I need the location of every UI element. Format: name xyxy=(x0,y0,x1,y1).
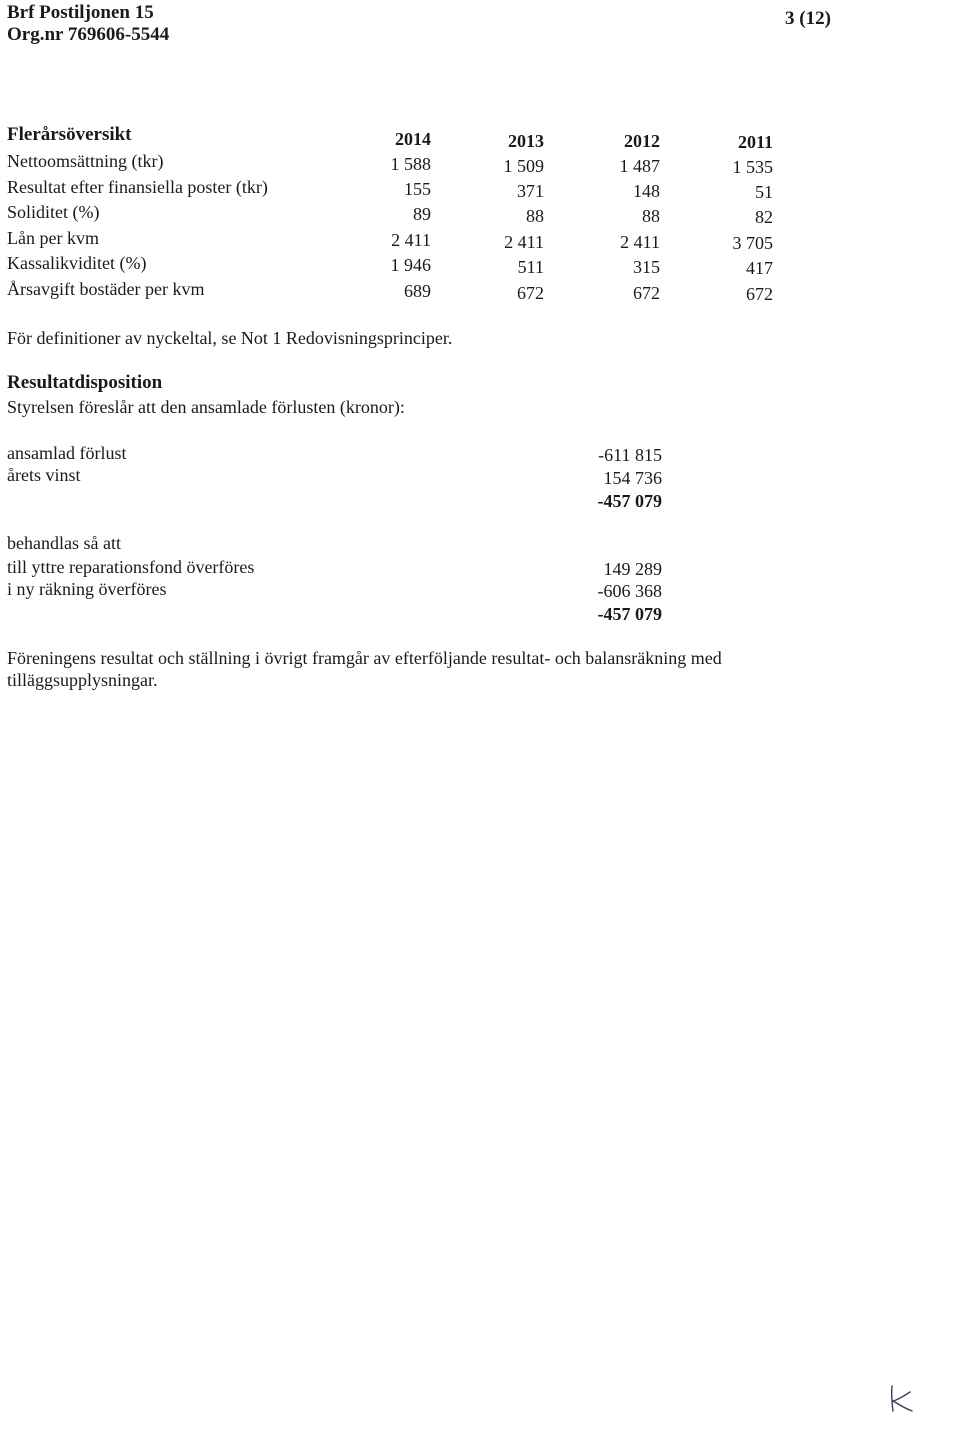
disposition-item-label: årets vinst xyxy=(7,465,81,485)
org-name: Brf Postiljonen 15 xyxy=(7,2,154,23)
table-cell: 155 xyxy=(404,179,431,199)
disposition-item-value: -611 815 xyxy=(598,445,662,465)
treatment-item-value: -606 368 xyxy=(597,581,662,601)
table-cell: 2 411 xyxy=(504,232,544,252)
table-cell: 672 xyxy=(517,283,544,303)
table-row-label: Nettoomsättning (tkr) xyxy=(7,151,164,171)
table-row-label: Soliditet (%) xyxy=(7,202,100,222)
treatment-item-label: i ny räkning överföres xyxy=(7,579,167,599)
table-cell: 51 xyxy=(755,182,773,202)
treatment-total: -457 079 xyxy=(597,604,662,624)
table-cell: 371 xyxy=(517,181,544,201)
treatment-item-label: till yttre reparationsfond överföres xyxy=(7,557,255,577)
table-cell: 88 xyxy=(642,206,660,226)
overview-footnote: För definitioner av nyckeltal, se Not 1 Redovisningsprinciper. xyxy=(7,328,453,348)
table-cell: 82 xyxy=(755,207,773,227)
table-cell: 1 487 xyxy=(619,156,660,176)
org-number: Org.nr 769606-5544 xyxy=(7,24,170,45)
table-cell: 1 509 xyxy=(503,156,544,176)
year-header: 2014 xyxy=(395,129,431,149)
table-cell: 1 535 xyxy=(732,157,773,177)
table-cell: 3 705 xyxy=(732,233,773,253)
table-cell: 89 xyxy=(413,204,431,224)
table-cell: 1 588 xyxy=(390,154,431,174)
closing-line-1: Föreningens resultat och ställning i övrigt framgår av efterföljande resultat- och balansräkning med xyxy=(7,648,722,668)
table-cell: 511 xyxy=(517,257,544,277)
page-number: 3 (12) xyxy=(785,8,831,29)
table-cell: 672 xyxy=(746,284,773,304)
table-cell: 148 xyxy=(633,181,660,201)
table-row-label: Årsavgift bostäder per kvm xyxy=(7,279,205,299)
disposition-item-value: 154 736 xyxy=(603,468,662,488)
closing-line-2: tilläggsupplysningar. xyxy=(7,670,158,690)
table-cell: 1 946 xyxy=(390,255,431,275)
table-cell: 2 411 xyxy=(620,232,660,252)
table-cell: 417 xyxy=(746,258,773,278)
disposition-intro: Styrelsen föreslår att den ansamlade förlusten (kronor): xyxy=(7,397,405,417)
table-cell: 672 xyxy=(633,283,660,303)
table-cell: 315 xyxy=(633,257,660,277)
table-row-label: Kassalikviditet (%) xyxy=(7,253,147,273)
overview-title: Flerårsöversikt xyxy=(7,124,132,145)
treatment-item-value: 149 289 xyxy=(603,559,662,579)
year-header: 2013 xyxy=(508,131,544,151)
table-cell: 88 xyxy=(526,206,544,226)
disposition-item-label: ansamlad förlust xyxy=(7,443,127,463)
table-cell: 689 xyxy=(404,281,431,301)
disposition-title: Resultatdisposition xyxy=(7,372,163,393)
year-header: 2011 xyxy=(737,132,773,152)
table-row-label: Resultat efter finansiella poster (tkr) xyxy=(7,177,268,197)
year-header: 2012 xyxy=(624,131,660,151)
handwritten-initials xyxy=(880,1380,920,1416)
treatment-label: behandlas så att xyxy=(7,533,121,553)
table-row-label: Lån per kvm xyxy=(7,228,99,248)
disposition-total: -457 079 xyxy=(597,491,662,511)
table-cell: 2 411 xyxy=(391,230,431,250)
